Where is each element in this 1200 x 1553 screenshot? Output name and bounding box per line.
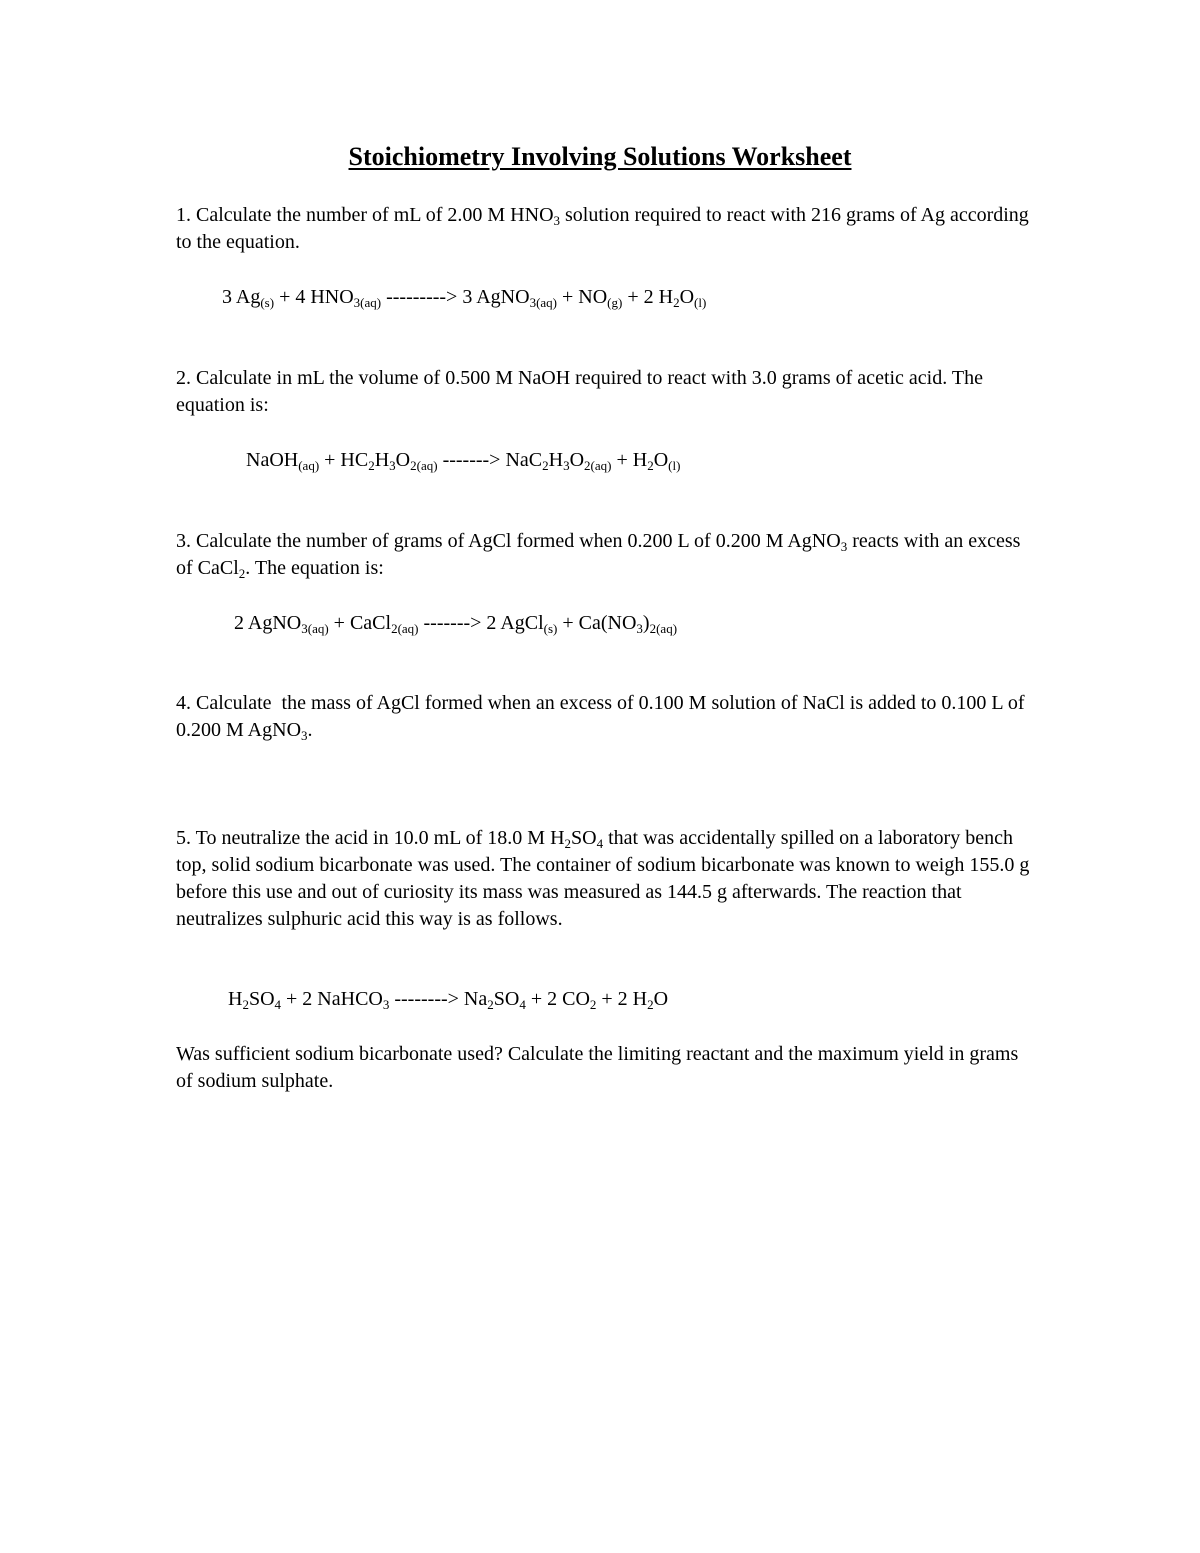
question-2-text: 2. Calculate in mL the volume of 0.500 M NaOH required to react with 3.0 grams of acetic acid. The equation is: [176, 367, 983, 416]
worksheet-title: Stoichiometry Involving Solutions Worksheet [348, 142, 852, 171]
question-2-equation: NaOH$_{(aq)}$ + $HC_2H_3O_{2(aq)}$ -------> $NaC_2H_3O_{2(aq)} + H_2O_{(l)}$ [246, 449, 681, 473]
question-3-equation: 2 AgNO$_{3(aq)}$ + CaCl$_{2(aq)}$ -------> 2 AgCl$_{(s)}$ + $Ca(NO_3)_{2(aq)}$ [234, 612, 678, 636]
question-1-text: 1. Calculate the number of mL of 2.00 M $HNO_3$ solution required to react with 216 grams of Ag according to the equation. [176, 204, 1029, 253]
question-1-equation: 3 $Ag_{(s)} + 4$ $HNO_{3(aq)}$ ---------> 3 AgNO$_{3(aq)}$ + $NO_{(g)} + 2$ $H_2O_{(l)}$ [222, 286, 707, 310]
question-3-text: 3. Calculate the number of grams of AgCl formed when 0.200 L of 0.200 M AgNO$_3$ reacts with an excess of CaCl$_2$. The equation is: [176, 530, 1021, 581]
question-5-text: 5. To neutralize the acid in 10.0 mL of 18.0 M $H_2SO_4$ that was accidentally spilled on a laboratory bench top, solid sodium bicarbonate was used. The container of sodium bicarbonate was known to weigh 155.0 g before this use and out of curiosity its mass was measured as 144.5 g afterwards. The reaction that neutralizes sulphuric acid this way is as follows. [176, 827, 1030, 930]
question-4-text: 4. Calculate the mass of AgCl formed when an excess of 0.100 M solution of NaCl is added to 0.100 L of 0.200 M AgNO$_3$. [176, 692, 1025, 743]
question-5-equation: $H_2SO_4 + 2$ NaHCO$_3$ --------> $Na_2SO_4 + 2$ $CO_2 + 2$ $H_2O$ [228, 988, 669, 1012]
question-5-followup: Was sufficient sodium bicarbonate used? Calculate the limiting reactant and the maximum yield in grams of sodium sulphate. [176, 1043, 1019, 1092]
